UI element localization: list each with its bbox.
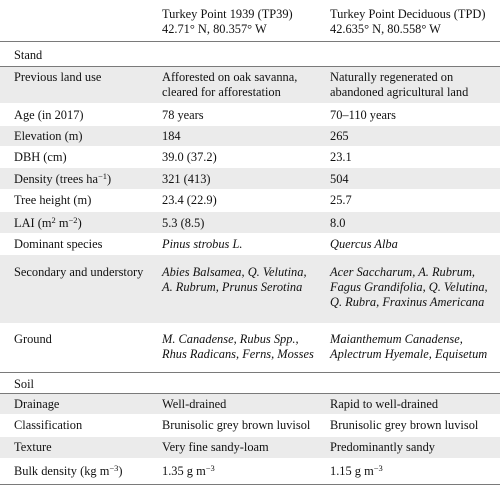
cell-exponent: −3 — [205, 463, 215, 473]
row-label: Ground — [14, 332, 52, 346]
cell-line: Rhus Radicans, Ferns, Mosses — [162, 347, 314, 361]
cell-line: Aplectrum Hyemale, Equisetum — [330, 347, 488, 361]
cell-text: 1.15 g m — [330, 464, 374, 478]
table-row — [0, 212, 500, 233]
table-row — [0, 147, 500, 167]
tpd-cell: Predominantly sandy — [330, 440, 435, 454]
cell-line: abandoned agricultural land — [330, 85, 469, 99]
table-row — [0, 324, 500, 372]
tpd-cell — [330, 464, 383, 479]
tpd-cell: Brunisolic grey brown luvisol — [330, 418, 479, 432]
label-text: m — [55, 216, 69, 230]
cell-line: Abies Balsamea, Q. Velutina, — [162, 265, 307, 279]
tp39-cell: 184 — [162, 129, 181, 143]
cell-line: A. Rubrum, Prunus Serotina — [162, 280, 303, 294]
tpd-cell: 23.1 — [330, 150, 352, 164]
row-label: Classification — [14, 418, 83, 432]
section-soil — [0, 373, 500, 393]
label-text: ) — [118, 464, 123, 478]
tpd-cell: 25.7 — [330, 193, 352, 207]
tp39-cell: Well-drained — [162, 397, 227, 411]
table-row — [0, 437, 500, 458]
tpd-cell: 265 — [330, 129, 349, 143]
cell-line: Maianthemum Canadense, — [330, 332, 463, 346]
tp39-cell: Pinus strobus L. — [162, 237, 243, 251]
tp39-cell — [162, 70, 297, 100]
table-row — [0, 105, 500, 125]
tpd-cell: 8.0 — [330, 216, 346, 230]
label-text: Bulk density (kg m — [14, 464, 110, 478]
tp39-cell: Brunisolic grey brown luvisol — [162, 418, 311, 432]
row-label: Tree height (m) — [14, 193, 92, 207]
section-label: Stand — [14, 48, 43, 62]
row-label: Age (in 2017) — [14, 108, 84, 122]
row-label: Previous land use — [14, 70, 102, 84]
tp39-cell: 5.3 (8.5) — [162, 216, 205, 230]
row-label: Secondary and understory — [14, 265, 144, 279]
table-row — [0, 394, 500, 414]
tp39-cell: 39.0 (37.2) — [162, 150, 217, 164]
cell-line: cleared for afforestation — [162, 85, 281, 99]
section-label: Soil — [14, 377, 34, 391]
cell-line: Afforested on oak savanna, — [162, 70, 298, 84]
table-row — [0, 168, 500, 189]
header-tp39-coords: 42.71° N, 80.357° W — [162, 22, 267, 36]
label-text: Density (trees ha — [14, 172, 98, 186]
row-label — [14, 464, 123, 479]
tp39-cell — [162, 265, 307, 295]
row-label: Dominant species — [14, 237, 103, 251]
label-text: LAI (m — [14, 216, 52, 230]
row-label: Elevation (m) — [14, 129, 83, 143]
tpd-cell: Quercus Alba — [330, 237, 398, 251]
tpd-cell — [330, 265, 488, 310]
header-tpd — [330, 7, 485, 37]
table-row — [0, 415, 500, 436]
row-label — [14, 216, 82, 231]
table-row — [0, 234, 500, 254]
bottom-rule — [0, 484, 500, 485]
tp39-cell: 321 (413) — [162, 172, 211, 186]
tp39-cell: 23.4 (22.9) — [162, 193, 217, 207]
cell-line: Acer Saccharum, A. Rubrum, — [330, 265, 475, 279]
tp39-cell — [162, 464, 215, 479]
table-header — [0, 7, 500, 39]
header-tp39 — [162, 7, 293, 37]
cell-line: M. Canadense, Rubus Spp., — [162, 332, 299, 346]
row-label: Drainage — [14, 397, 60, 411]
tpd-cell — [330, 332, 487, 362]
tp39-cell: 78 years — [162, 108, 204, 122]
section-stand — [0, 45, 500, 65]
row-label: DBH (cm) — [14, 150, 67, 164]
table-row — [0, 190, 500, 211]
header-tpd-name: Turkey Point Deciduous (TPD) — [330, 7, 486, 21]
label-exponent: −3 — [109, 463, 119, 473]
table-row — [0, 255, 500, 323]
tp39-cell: Very fine sandy-loam — [162, 440, 269, 454]
header-tpd-coords: 42.635° N, 80.558° W — [330, 22, 441, 36]
tp39-cell — [162, 332, 314, 362]
label-exponent: −2 — [68, 215, 78, 225]
table-row — [0, 126, 500, 146]
row-label: Texture — [14, 440, 52, 454]
row-label — [14, 172, 111, 187]
tpd-cell: 504 — [330, 172, 349, 186]
cell-line: Q. Rubra, Fraxinus Americana — [330, 295, 485, 309]
tpd-cell — [330, 70, 468, 100]
label-exponent: −1 — [97, 171, 107, 181]
cell-exponent: −3 — [373, 463, 383, 473]
label-text: ) — [107, 172, 112, 186]
header-tp39-name: Turkey Point 1939 (TP39) — [162, 7, 293, 21]
cell-line: Naturally regenerated on — [330, 70, 454, 84]
cell-text: 1.35 g m — [162, 464, 206, 478]
cell-line: Fagus Grandifolia, Q. Velutina, — [330, 280, 488, 294]
table-row — [0, 459, 500, 483]
label-exponent: 2 — [51, 215, 56, 225]
header-rule — [0, 41, 500, 42]
tpd-cell: 70–110 years — [330, 108, 396, 122]
label-text: ) — [77, 216, 82, 230]
table-row — [0, 67, 500, 103]
tpd-cell: Rapid to well-drained — [330, 397, 439, 411]
